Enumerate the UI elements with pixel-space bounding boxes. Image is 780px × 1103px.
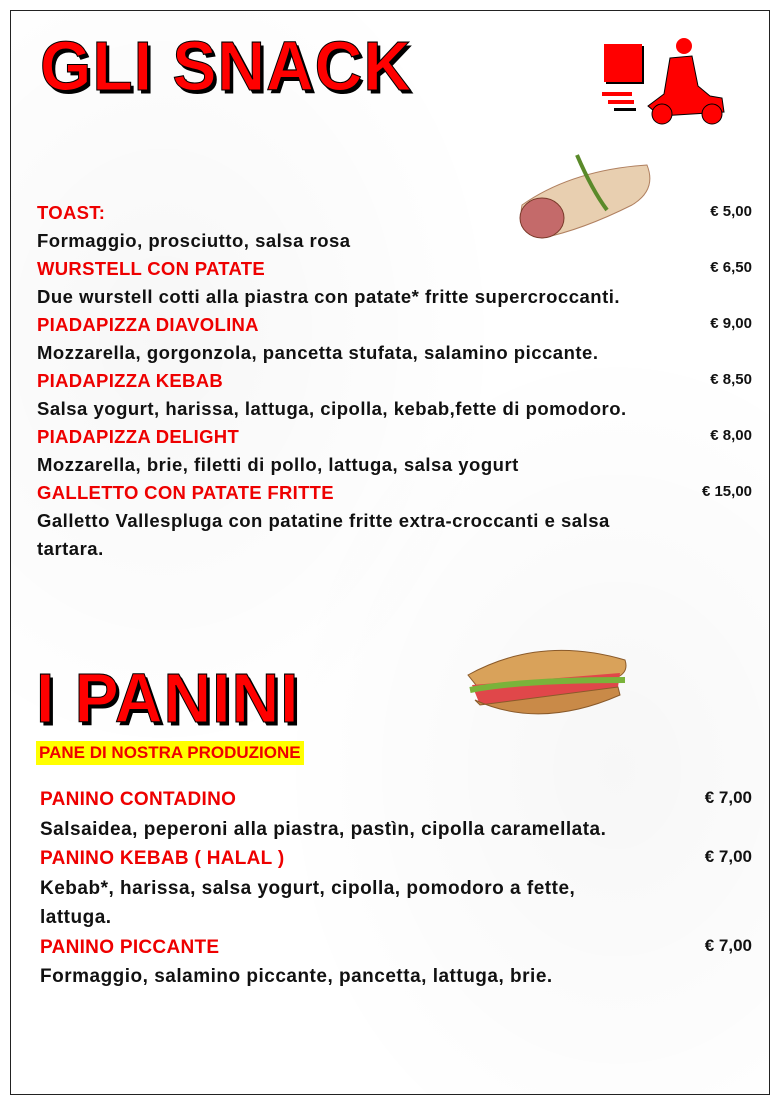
item-price: € 8,50 bbox=[710, 371, 752, 388]
item-name: GALLETTO CON PATATE FRITTE bbox=[37, 482, 334, 503]
menu-item-wurstell bbox=[37, 255, 752, 311]
panini-list bbox=[40, 785, 752, 992]
item-description: Formaggio, prosciutto, salsa rosa bbox=[37, 230, 351, 251]
page-title: GLI SNACK bbox=[40, 27, 412, 105]
menu-item-toast bbox=[37, 199, 752, 255]
sandwich-image bbox=[460, 635, 635, 725]
item-description: Kebab*, harissa, salsa yogurt, cipolla, pomodoro a fette, lattuga. bbox=[40, 877, 576, 928]
item-price: € 7,00 bbox=[704, 788, 752, 807]
menu-item-contadino bbox=[40, 785, 752, 844]
item-name: PIADAPIZZA KEBAB bbox=[37, 370, 224, 391]
menu-item-diavolina bbox=[37, 311, 752, 367]
delivery-scooter-icon bbox=[600, 36, 728, 126]
item-name: PIADAPIZZA DIAVOLINA bbox=[37, 314, 259, 335]
item-description: Salsaidea, peperoni alla piastra, pastìn, cipolla caramellata. bbox=[40, 818, 607, 840]
item-price: € 6,50 bbox=[710, 259, 752, 276]
item-name: PANINO KEBAB ( HALAL ) bbox=[40, 848, 285, 869]
item-name: WURSTELL CON PATATE bbox=[37, 258, 266, 279]
item-price: € 15,00 bbox=[701, 483, 752, 500]
item-name: PANINO PICCANTE bbox=[40, 936, 220, 958]
item-price: € 8,00 bbox=[710, 427, 752, 444]
menu-item-panino-kebab bbox=[40, 844, 752, 933]
item-description: Salsa yogurt, harissa, lattuga, cipolla, kebab,fette di pomodoro. bbox=[37, 398, 627, 419]
item-name: PANINO CONTADINO bbox=[40, 789, 237, 810]
menu-item-delight bbox=[37, 423, 752, 479]
item-description: Formaggio, salamino piccante, pancetta, lattuga, brie. bbox=[40, 966, 553, 987]
item-price: € 9,00 bbox=[710, 315, 752, 332]
menu-item-kebab bbox=[37, 367, 752, 423]
snack-list bbox=[37, 199, 752, 563]
item-price: € 7,00 bbox=[704, 935, 752, 955]
item-description: Due wurstell cotti alla piastra con patate* fritte supercroccanti. bbox=[37, 286, 621, 307]
menu-item-galletto bbox=[37, 479, 752, 563]
menu-item-piccante bbox=[40, 933, 752, 992]
item-name: PIADAPIZZA DELIGHT bbox=[37, 426, 240, 447]
item-price: € 5,00 bbox=[710, 203, 752, 220]
item-description: Galletto Vallespluga con patatine fritte extra-croccanti e salsa tartara. bbox=[37, 510, 610, 559]
item-name: TOAST: bbox=[37, 202, 106, 223]
bread-badge: PANE DI NOSTRA PRODUZIONE bbox=[36, 741, 304, 765]
item-description: Mozzarella, gorgonzola, pancetta stufata, salamino piccante. bbox=[37, 342, 599, 363]
item-price: € 7,00 bbox=[704, 847, 752, 866]
panini-title: I PANINI bbox=[36, 659, 300, 737]
item-description: Mozzarella, brie, filetti di pollo, lattuga, salsa yogurt bbox=[37, 454, 519, 475]
